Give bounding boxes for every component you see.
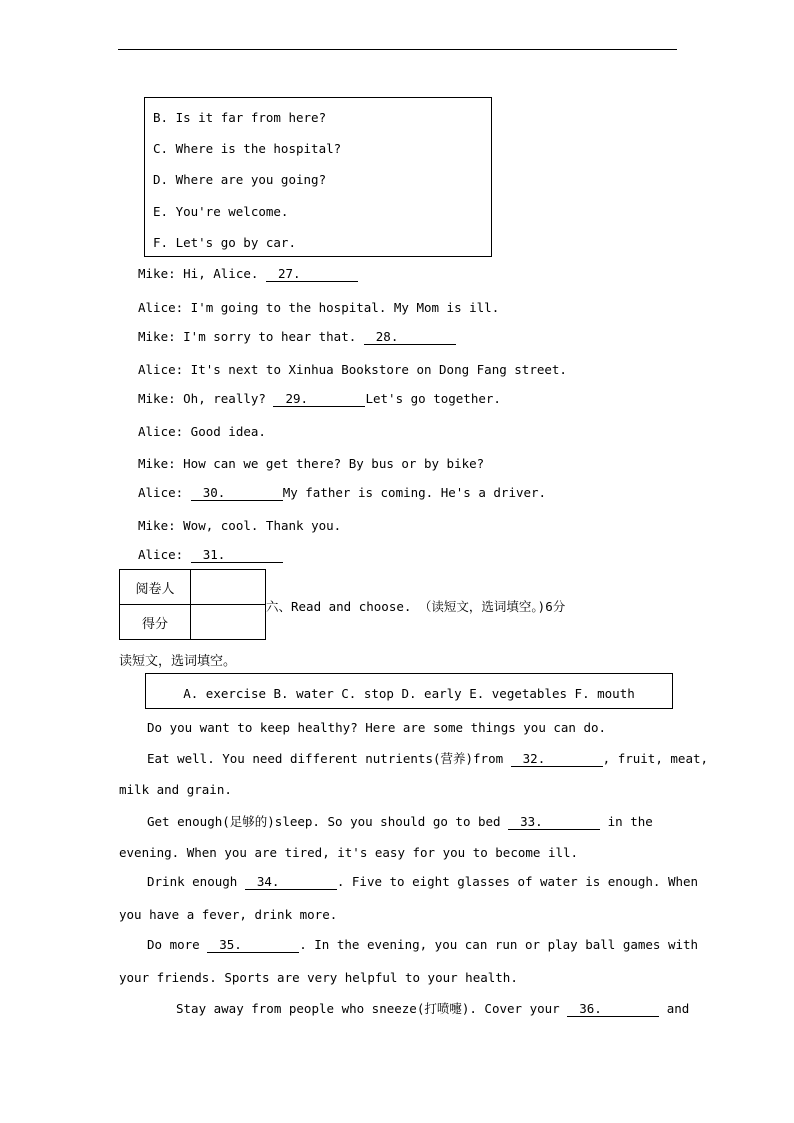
- blank-36[interactable]: 36.: [567, 1001, 659, 1017]
- dialogue-line-2: Alice: I'm going to the hospital. My Mom is ill.: [138, 300, 500, 315]
- blank-27[interactable]: 27.: [266, 266, 358, 282]
- option-f: F. Let's go by car.: [153, 235, 296, 250]
- dialogue-line-3: Mike: I'm sorry to hear that. 28.: [138, 329, 456, 345]
- dialogue-line-7: Mike: How can we get there? By bus or by bike?: [138, 456, 485, 471]
- reviewer-label: 阅卷人: [120, 570, 191, 605]
- dialogue-line-6: Alice: Good idea.: [138, 424, 266, 439]
- blank-35[interactable]: 35.: [207, 937, 299, 953]
- word-box-options: A. exercise B. water C. stop D. early E. vegetables F. mouth: [183, 686, 635, 701]
- blank-33[interactable]: 33.: [508, 814, 600, 830]
- blank-29[interactable]: 29.: [273, 391, 365, 407]
- dialogue-line-5: Mike: Oh, really? 29. Let's go together.: [138, 391, 501, 406]
- option-b: B. Is it far from here?: [153, 110, 327, 125]
- blank-34[interactable]: 34.: [245, 874, 337, 890]
- dialogue-line-10: Alice: 31.: [138, 547, 283, 563]
- passage-p4-line2: your friends. Sports are very helpful to your health.: [119, 970, 518, 985]
- blank-28[interactable]: 28.: [364, 329, 456, 345]
- score-cell[interactable]: [191, 605, 266, 640]
- option-e: E. You're welcome.: [153, 204, 289, 219]
- score-label: 得分: [120, 605, 191, 640]
- options-box: [144, 97, 492, 257]
- dialogue-line-4: Alice: It's next to Xinhua Bookstore on Dong Fang street.: [138, 362, 567, 377]
- blank-32[interactable]: 32.: [511, 751, 603, 767]
- passage-p2-line2: evening. When you are tired, it's easy for you to become ill.: [119, 845, 579, 860]
- option-c: C. Where is the hospital?: [153, 141, 342, 156]
- passage-intro: Do you want to keep healthy? Here are some things you can do.: [147, 720, 607, 735]
- blank-30[interactable]: 30.: [191, 485, 283, 501]
- header-rule: [118, 49, 677, 50]
- option-d: D. Where are you going?: [153, 172, 327, 187]
- passage-p5-line1: Stay away from people who sneeze(打喷嚏). Cover your 36. and: [176, 1001, 690, 1016]
- passage-p1-line1: Eat well. You need different nutrients(营养)from 32. , fruit, meat,: [147, 751, 709, 766]
- passage-p3-line2: you have a fever, drink more.: [119, 907, 338, 922]
- score-table: [119, 569, 266, 640]
- passage-p3-line1: Drink enough 34. . Five to eight glasses of water is enough. When: [147, 874, 699, 889]
- section-6-title: 六、Read and choose. （读短文，选词填空。)6分: [266, 599, 566, 614]
- passage-p4-line1: Do more 35. . In the evening, you can run or play ball games with: [147, 937, 699, 952]
- section-6-subtitle: 读短文，选词填空。: [119, 654, 237, 669]
- word-box: [145, 673, 673, 709]
- dialogue-line-8: Alice: 30. My father is coming. He's a driver.: [138, 485, 547, 500]
- dialogue-line-9: Mike: Wow, cool. Thank you.: [138, 518, 342, 533]
- reviewer-cell[interactable]: [191, 570, 266, 605]
- passage-p2-line1: Get enough(足够的)sleep. So you should go to bed 33. in the: [147, 814, 653, 829]
- blank-31[interactable]: 31.: [191, 547, 283, 563]
- passage-p1-line2: milk and grain.: [119, 782, 232, 797]
- dialogue-line-1: Mike: Hi, Alice. 27.: [138, 266, 358, 282]
